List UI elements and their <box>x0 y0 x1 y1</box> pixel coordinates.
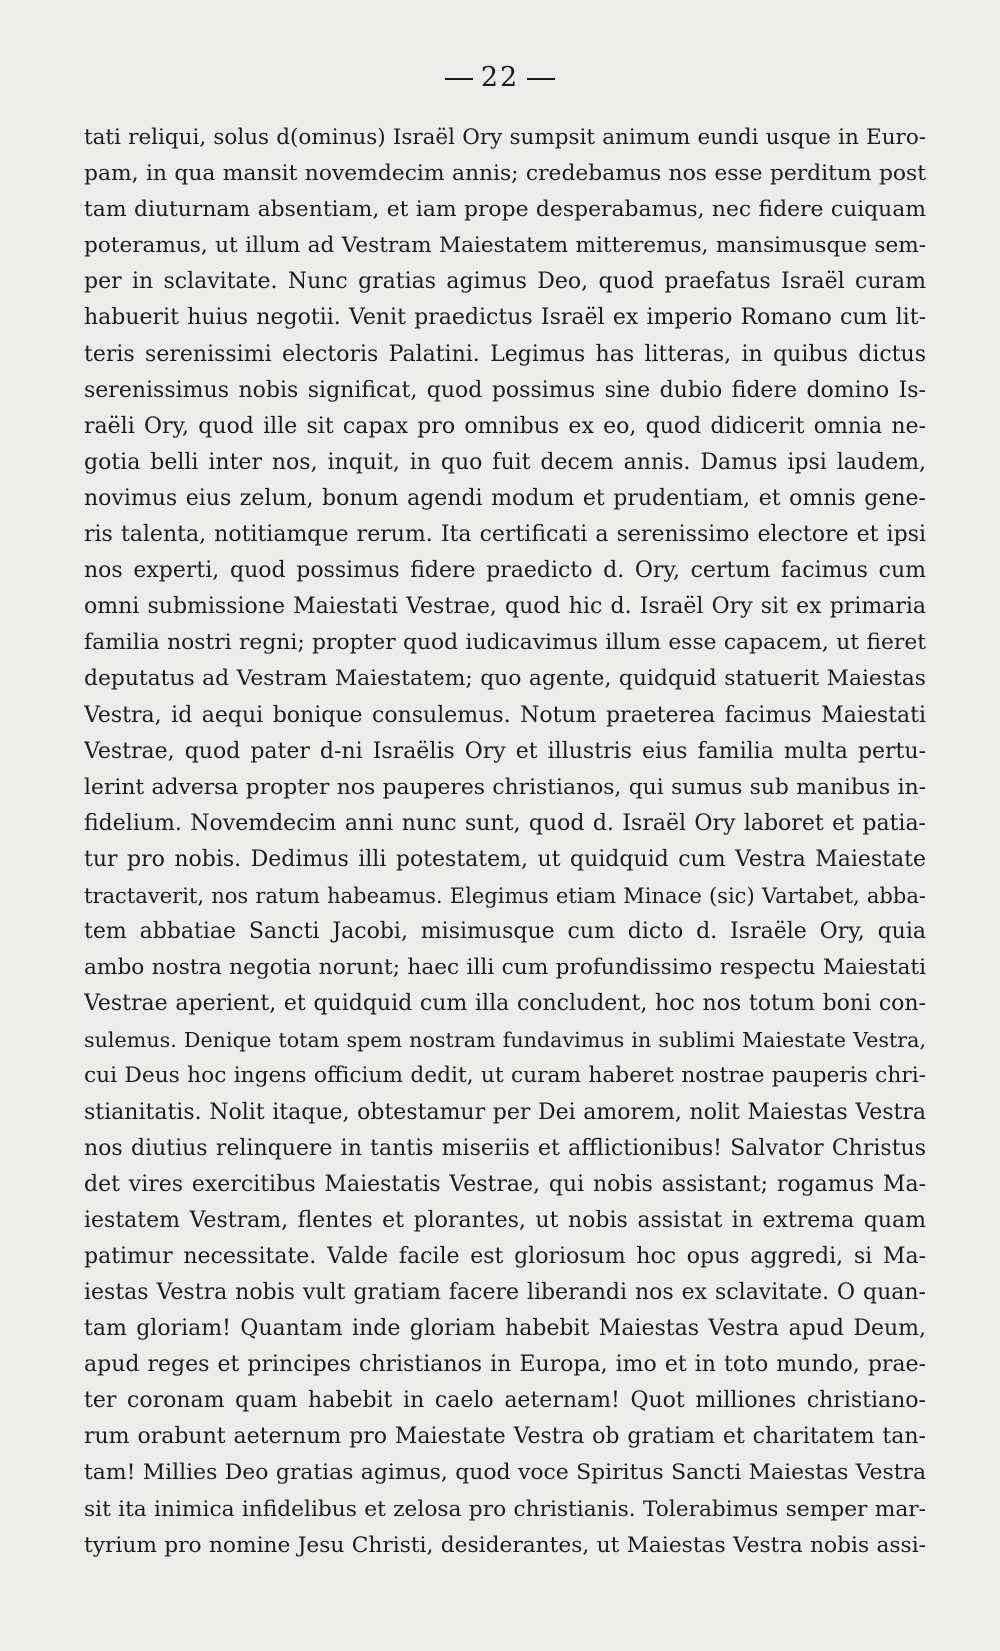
text-line: poteramus, ut illum ad Vestram Maiestatem mitteremus, mansimusque sem- <box>84 233 926 259</box>
text-line: nos experti, quod possimus fidere praedicto d. Ory, certum facimus cum <box>84 558 926 584</box>
text-line: Vestrae aperient, et quidquid cum illa concludent, hoc nos totum boni con- <box>84 991 926 1017</box>
text-line: ter coronam quam habebit in caelo aeternam! Quot milliones christiano- <box>84 1388 926 1414</box>
text-line: sulemus. Denique totam spem nostram fundavimus in sublimi Maiestate Vestra, <box>84 1028 926 1053</box>
page-number-dash-right <box>527 78 555 80</box>
text-line: tati reliqui, solus d(ominus) Israël Ory sumpsit animum eundi usque in Euro- <box>84 125 926 150</box>
text-line: tam diuturnam absentiam, et iam prope desperabamus, nec fidere cuiquam <box>84 197 926 223</box>
text-line: tyrium pro nomine Jesu Christi, desiderantes, ut Maiestas Vestra nobis assi- <box>84 1532 926 1558</box>
text-line: stianitatis. Nolit itaque, obtestamur per Dei amorem, nolit Maiestas Vestra <box>84 1099 926 1125</box>
text-line: tam! Millies Deo gratias agimus, quod voce Spiritus Sancti Maiestas Vestra <box>84 1460 926 1486</box>
text-line: fidelium. Novemdecim anni nunc sunt, quod d. Israël Ory laboret et patia- <box>84 810 926 836</box>
text-line: teris serenissimi electoris Palatini. Legimus has litteras, in quibus dictus <box>84 341 926 367</box>
text-line: novimus eius zelum, bonum agendi modum et prudentiam, et omnis gene- <box>84 485 926 511</box>
text-line: patimur necessitate. Valde facile est gloriosum hoc opus aggredi, si Ma- <box>84 1243 926 1269</box>
page-number <box>0 62 1000 93</box>
text-line: iestas Vestra nobis vult gratiam facere liberandi nos ex sclavitate. O quan- <box>84 1280 926 1305</box>
text-line: Vestra, id aequi bonique consulemus. Notum praeterea facimus Maiestati <box>84 702 926 728</box>
text-line: iestatem Vestram, flentes et plorantes, ut nobis assistat in extrema quam <box>84 1207 926 1233</box>
text-line: det vires exercitibus Maiestatis Vestrae, qui nobis assistant; rogamus Ma- <box>84 1171 926 1197</box>
text-line: tur pro nobis. Dedimus illi potestatem, ut quidquid cum Vestra Maiestate <box>84 846 926 872</box>
text-line: sit ita inimica infidelibus et zelosa pro christianis. Tolerabimus semper mar- <box>84 1496 926 1522</box>
text-line: cui Deus hoc ingens officium dedit, ut curam haberet nostrae pauperis chri- <box>84 1063 926 1089</box>
text-line: serenissimus nobis significat, quod possimus sine dubio fidere domino Is- <box>84 377 926 403</box>
text-line: rum orabunt aeternum pro Maiestate Vestra ob gratiam et charitatem tan- <box>84 1424 926 1450</box>
text-line: tam gloriam! Quantam inde gloriam habebit Maiestas Vestra apud Deum, <box>84 1316 926 1342</box>
page-number-dash-left <box>445 78 473 80</box>
text-line: omni submissione Maiestati Vestrae, quod hic d. Israël Ory sit ex primaria <box>84 594 926 620</box>
text-line: tem abbatiae Sancti Jacobi, misimusque cum dicto d. Israële Ory, quia <box>84 919 926 945</box>
text-line: familia nostri regni; propter quod iudicavimus illum esse capacem, ut fieret <box>84 630 926 656</box>
text-line: gotia belli inter nos, inquit, in quo fuit decem annis. Damus ipsi laudem, <box>84 449 926 475</box>
body-text <box>84 120 926 1564</box>
text-line: ambo nostra negotia norunt; haec illi cum profundissimo respectu Maiestati <box>84 955 926 981</box>
text-line: apud reges et principes christianos in Europa, imo et in toto mundo, prae- <box>84 1352 926 1378</box>
text-line: tractaverit, nos ratum habeamus. Elegimus etiam Minace (sic) Vartabet, abba- <box>84 882 926 908</box>
text-line: deputatus ad Vestram Maiestatem; quo agente, quidquid statuerit Maiestas <box>84 666 926 692</box>
text-line: ris talenta, notitiamque rerum. Ita certificati a serenissimo electore et ipsi <box>84 522 926 548</box>
text-line: raëli Ory, quod ille sit capax pro omnibus ex eo, quod didicerit omnia ne- <box>84 413 926 439</box>
text-line: Vestrae, quod pater d-ni Israëlis Ory et illustris eius familia multa pertu- <box>84 738 926 764</box>
text-line: per in sclavitate. Nunc gratias agimus Deo, quod praefatus Israël curam <box>84 269 926 295</box>
text-line: lerint adversa propter nos pauperes christianos, qui sumus sub manibus in- <box>84 774 926 800</box>
page-number-value: 22 <box>480 62 520 93</box>
text-line: nos diutius relinquere in tantis miseriis et afflictionibus! Salvator Christus <box>84 1135 926 1161</box>
text-line: pam, in qua mansit novemdecim annis; credebamus nos esse perditum post <box>84 161 926 187</box>
text-line: habuerit huius negotii. Venit praedictus Israël ex imperio Romano cum lit- <box>84 305 926 331</box>
